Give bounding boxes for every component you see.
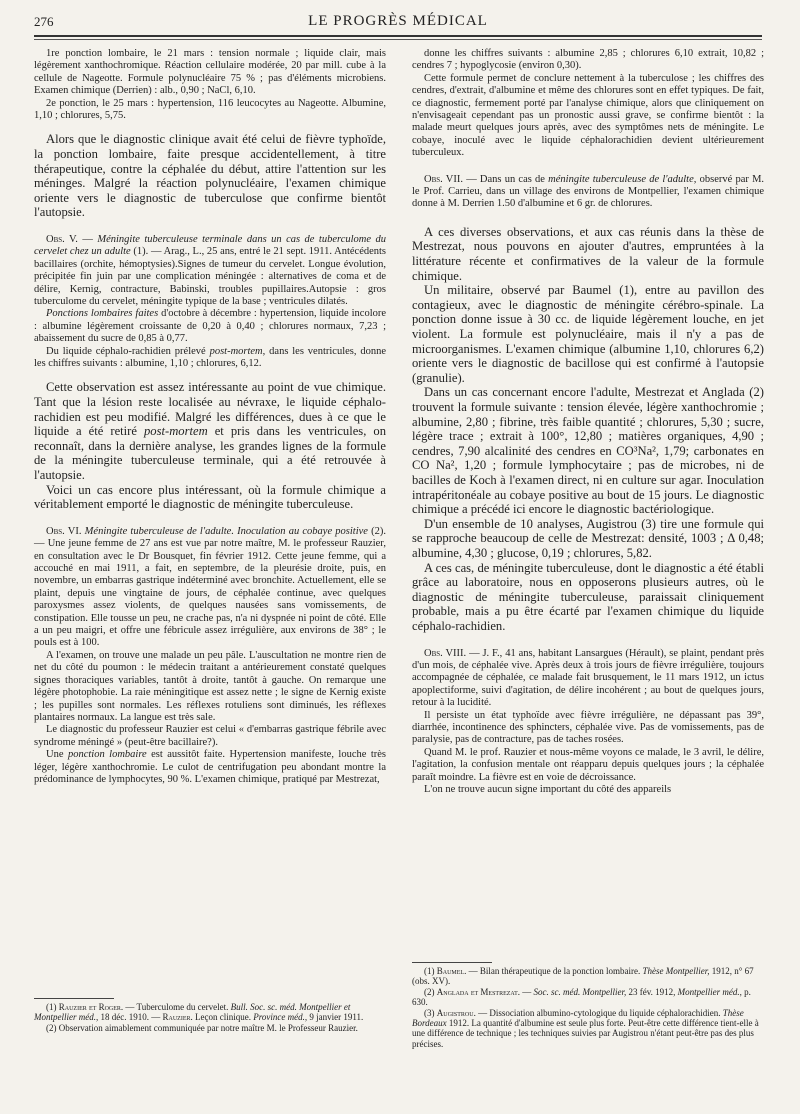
obs-text: (1). — Arag., L., 25 ans, entré le 21 sept. 1911. Antécédents bacillaires (orchite, hémoptysies).Signes de tumeur du cervelet. Longue évolution, précipitée fin juin par une complication méningée : alternatives de coma et de délire, Kernig, contracture, Babinski, troubles pupillaires.Autopsie : gros tuberculome du cervelet, méningite typique de la base ; ventricules dilatés. [34, 246, 387, 308]
text: 9 janvier 1911. [309, 1012, 364, 1023]
author: Anglada et Mestrezat. [436, 986, 520, 997]
paragraph: Dans un cas concernant encore l'adulte, Mestrezat et Anglada (2) trouvent la formule suivante : tension élevée, légère xanthochromie ; albumine, 2,80 ; fibrine, très faible quantité ; chlorures, 5,30 ; sucre, légère trace ; extrait à 100°, 12,80 ; matières organiques, 4,90 ; cendres, 7,90 alcalinité des cendres en CO³Na², 1,79; carbonates en CO Na², 1,20 ; formule lymphocytaire ; pas de microbes, ni de bacilles de Koch à l'examen direct, ni en culture sur agar. Inoculation intrapéritonéale au cobaye positive au bout de 15 jours. Le diagnostic chimique a précédé ici encore le diagnostic bactériologique. [412, 385, 764, 517]
author: Augistrou. [436, 1007, 476, 1018]
obs-label: Obs. VI. [46, 525, 82, 537]
obs-text: (2). — Une jeune femme de 27 ans est vue par notre maître, M. le professeur Rauzier, en consultation avec le Dr Bousquet, fin février 1912. Cette jeune femme, qui a accouché en mai 1911, a fait, en septembre, de la pleurésie droite, puis, en novembre, un embarras gastrique indéterminé avec bronchite. Actuellement, elle se plaint, depuis une vingtaine de jours, de céphalée continue, avec quelques paroxysmes assez violents, de quelques nausées sans vomissements, de constipation. Elle tousse un peu, ne crache pas, n'a ni dyspnée ni point de côté. Elle a un peu maigri, et offre une fébricule assez irrégulière, aux environs de 38° ; le pouls est à 100. [34, 525, 387, 649]
paragraph: D'un ensemble de 10 analyses, Augistrou (3) tire une formule qui se rapproche beaucoup de celle de Mestrezat: densité, 1003 ; Δ 0,48; albumine, 4,30 ; glucose, 0,19 ; chlorures, 5,82. [412, 516, 764, 560]
obs-label: Obs. VII. — [424, 173, 477, 185]
author: Rauzier. [162, 1012, 193, 1023]
text: 18 déc. 1910. — [100, 1012, 161, 1023]
text: (2) [424, 986, 435, 997]
paragraph [34, 380, 386, 482]
paragraph: A l'examen, on trouve une malade un peu pâle. L'auscultation ne montre rien de net du côté du poumon : le médecin traitant a antérieurement constaté quelques signes thoraciques variables, tantôt à droite, tantôt à gauche. On remarque une légère photophobie. La raie méningitique est assez nette ; le signe de Kernig existe ; les pupilles sont normales. Les réflexes rotuliens sont diminués, les réflexes plantaires normaux. La langue est très sale. [34, 649, 386, 723]
text: p. 630. [412, 986, 751, 1008]
text: — Tuberculome du cervelet. [125, 1002, 229, 1012]
page-number: 276 [34, 14, 54, 29]
observation-5 [34, 234, 386, 308]
italic-text: post-mortem, [209, 345, 266, 357]
obs-label: Obs. VIII. [424, 647, 467, 659]
text: — [522, 986, 532, 997]
text: est aussitôt faite. Hypertension manifeste, louche très léger, légère xanthochromie. Le culot de centrifugation peu abondant montre la prédominance de lymphocytes, 90 %. L'examen chimique, pratiqué par Mestrezat, [34, 749, 386, 785]
footnote-2 [412, 987, 764, 1008]
footnote-rule [412, 962, 492, 963]
text: — Dissociation albumino-cytologique du liquide céphalorachidien. [478, 1007, 721, 1018]
paragraph: donne les chiffres suivants : albumine 2,85 ; chlorures 6,10 extrait, 10,82 ; cendres 7 ; hypoglycosie (environ 0,30). [412, 48, 764, 72]
italic-text: Thèse Montpellier, [642, 966, 710, 976]
text: 1912, n° 67 (obs. XV). [412, 966, 754, 987]
italic-text: Bull. Soc. sc. méd. Montpellier et Montpellier méd., [34, 1002, 351, 1023]
text: Leçon clinique. [195, 1012, 251, 1023]
footnote-1 [34, 1002, 386, 1023]
text: dans les ventricules, donne les chiffres suivants : albumine, 1,10 ; chlorures, 6,12. [34, 345, 387, 370]
italic-text: Soc. sc. méd. Montpellier, [533, 986, 627, 997]
paragraph: Un militaire, observé par Baumel (1), entre au pavillon des contagieux, avec le diagnostic de méningite cérébro-spinale. La ponction donne issue à 30 cc. de liquide légèrement louche, en jet violent. La formule est polynucléaire, mais il n'y a pas de microorganismes. L'examen chimique (albumine 1,10, chlorures 6,2) oriente vers le diagnostic de bacillose qui est confirmé à l'autopsie (granulie). [412, 283, 764, 385]
text: 23 fév. 1912, [628, 986, 676, 997]
right-footnotes [412, 954, 764, 1049]
right-column [412, 48, 764, 796]
text: Une [46, 749, 64, 761]
author: Rauzier et Roger. [58, 1002, 124, 1012]
paragraph: L'on ne trouve aucun signe important du côté des appareils [424, 783, 672, 795]
text: (1) [424, 966, 435, 976]
author: Baumel. [436, 966, 467, 976]
journal-title: LE PROGRÈS MÉDICAL [308, 13, 488, 29]
observation-7 [412, 174, 764, 211]
footnote-3 [412, 1008, 764, 1050]
observation-6 [34, 526, 386, 650]
italic-text: ponction lombaire [67, 749, 147, 761]
text: Du liquide céphalo-rachidien prélevé [46, 345, 206, 357]
paragraph: Cette formule permet de conclure nettement à la tuberculose ; les chiffres des cendres, d'extrait, d'albumine et même des chlorures sont en effet typiques. De fait, ce diagnostic, fermement porté par l'analyse chimique, alors que cliniquement on n'envisageait cependant pas un pronostic aussi grave, se confirme bientôt : la malade meurt quelques jours après, avec des symptômes nets de méningite. Le cobaye, inoculé avec le liquide céphalorachidien devient ultérieurement tuberculeux. [412, 72, 764, 159]
text: (1) [46, 1002, 57, 1012]
obs-label: Obs. V. — [46, 234, 93, 245]
text: et pris dans les ventricules, on reconnaît, dans la dernière analyse, les grandes lignes de la formule de la méningite tuberculeuse terminale, qui a été retrouvée à l'autopsie. [34, 424, 386, 483]
paragraph: 1re ponction lombaire, le 21 mars : tension normale ; liquide clair, mais légèrement xanthochromique. Réaction cellulaire modérée, 20 par mill. cube à la cellule de Nageotte. Formule polynucléaire 75 % ; pas d'éléments microbiens. Examen chimique (Derrien) : alb., 0,90 ; NaCl, 6,10. [34, 48, 386, 97]
paragraph [34, 346, 386, 371]
paragraph: Le diagnostic du professeur Rauzier est celui « d'embarras gastrique fébrile avec syndrome méningé » (peut-être bacillaire?). [34, 724, 386, 748]
footnote-1 [412, 966, 764, 987]
obs-title: Méningite tuberculeuse terminale dans un cas de tuberculome du cervelet chez un adulte [34, 234, 386, 258]
footnote-2: (2) Observation aimablement communiquée par notre maître M. le Professeur Rauzier. [46, 1022, 358, 1033]
obs-title: Méningite tuberculeuse de l'adulte. Inoculation au cobaye positive [84, 525, 368, 537]
text: Cette observation est assez intéressante au point de vue chimique. Tant que la lésion reste localisée au névraxe, le liquide céphalo-rachidien est peu modifié. Malgré les différences, dues à ce que le liquide a été retiré [34, 380, 386, 439]
text: — Bilan thérapeutique de la ponction lombaire. [468, 966, 641, 976]
footnote-rule [34, 998, 114, 999]
text: Dans un cas de [479, 173, 545, 185]
left-column [34, 48, 386, 786]
header-rule [34, 35, 762, 37]
observation-8 [412, 648, 764, 710]
paragraph [34, 308, 386, 345]
paragraph [34, 749, 386, 786]
text: 1912. La quantité d'albumine est seule plus forte. Peut-être cette différence tient-elle à une différence de technique ; les techniques suivies par Augistrou n'étant peut-être pas des plus précises. [412, 1018, 759, 1049]
paragraph: 2e ponction, le 25 mars : hypertension, 116 leucocytes au Nageotte. Albumine, 1,10 ; chlorures, 5,75. [34, 97, 386, 122]
paragraph: Quand M. le prof. Rauzier et nous-même voyons ce malade, le 3 avril, le délire, l'agitation, la confusion mentale ont réapparu depuis quelques jours ; la céphalée paraît moindre. La fièvre est en voie de décroissance. [412, 746, 764, 783]
paragraph: Voici un cas encore plus intéressant, où la formule chimique a véritablement emporté le diagnostic de méningite tuberculeuse. [34, 482, 386, 512]
paragraph: A ces cas, de méningite tuberculeuse, dont le diagnostic a été établi grâce au laboratoire, nous en opposerons plusieurs autres, où le diagnostic de méningite tuberculeuse, paraissait cliniquement probable, mais a pu être écarté par l'examen chimique du liquide céphalo-rachidien. [412, 560, 764, 633]
italic-text: Montpellier méd., [677, 986, 742, 997]
italic-text: Ponctions lombaires faites [46, 308, 159, 320]
page-header [34, 12, 762, 36]
paragraph: Il persiste un état typhoïde avec fièvre irrégulière, ne dépassant pas 39°, diarrhée, incontinence des sphincters, céphalée vive. Pas de vomissements, pas de paralysie, pas de contracture, pas de taches rosées. [412, 709, 764, 746]
text: (3) [424, 1007, 435, 1018]
italic-text: Province méd., [253, 1012, 308, 1023]
italic-text: post-mortem [144, 424, 208, 439]
header-rule-thin [34, 39, 762, 40]
obs-text: — J. F., 41 ans, habitant Lansargues (Hérault), se plaint, pendant près d'un mois, de céphalée vive. Après deux à trois jours de fièvre irrégulière, toujours accompagnée de céphalée, ce malade fait brusquement, le 11 mars 1912, un ictus apoplectiforme, suivi d'agitation, de délire incohérent ; au bout de quelques jours, retour à la lucidité. [412, 647, 764, 709]
text: observé par M. le Prof. Carrieu, dans un village des environs de Montpellier, l'examen chimique donne à M. Derrien 1.50 d'albumine et 6 gr. de chlorures. [412, 173, 765, 210]
paragraph: Alors que le diagnostic clinique avait été celui de fièvre typhoïde, la ponction lombaire, faite presque accidentellement, à titre thérapeutique, contre la céphalée du début, attire l'attention sur les méninges. Malgré la réaction polynucléaire, l'examen chimique oriente vers le diagnostic de tuberculose que confirme bientôt l'autopsie. [34, 132, 386, 220]
text: d'octobre à décembre : hypertension, liquide incolore : albumine légèrement croissante de 0,20 à 0,40 ; chlorures normaux, 7,23 ; abaissement du sucre de 0,85 à 0,77. [34, 308, 387, 345]
italic-text: méningite tuberculeuse de l'adulte, [548, 173, 697, 185]
left-footnotes [34, 990, 386, 1033]
italic-text: Thèse Bordeaux [412, 1007, 744, 1029]
paragraph: A ces diverses observations, et aux cas réunis dans la thèse de Mestrezat, nous pouvons en ajouter d'autres, empruntées à la littérature récente et confirmatives de la valeur de la formule chimique. [412, 224, 764, 283]
